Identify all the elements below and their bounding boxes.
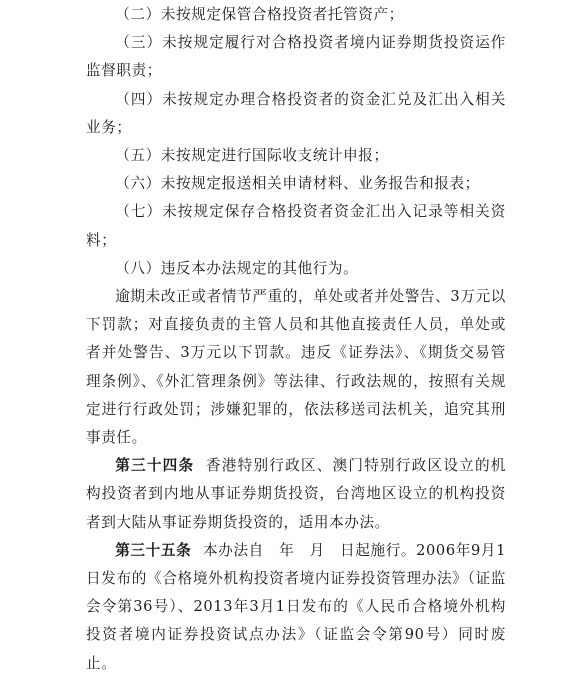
article-34-label: 第三十四条 <box>115 457 195 475</box>
article-34 <box>86 452 506 537</box>
document-page <box>86 0 506 678</box>
penalty-paragraph: 逾期未改正或者情节严重的，单处或者并处警告、3万元以下罚款；对直接负责的主管人员和其他直接责任人员，单处或者并处警告、3万元以下罚款。违反《证券法》、《期货交易管理条例》、《外汇管理条例》等法律、行政法规的，按照有关规定进行行政处罚；涉嫌犯罪的，依法移送司法机关，追究其刑事责任。 <box>86 288 506 447</box>
list-item-7: （七）未按规定保存合格投资者资金汇出入记录等相关资料； <box>86 203 506 249</box>
article-35-text: 本办法自 年 月 日起施行。2006年9月1日发布的《合格境外机构投资者境内证券投资管理办法》（证监会令第36号）、2013年3月1日发布的《人民币合格境外机构投资者境内证券投资试点办法》（证监会令第90号）同时废止。 <box>86 541 506 672</box>
list-item-8: （八）违反本办法规定的其他行为。 <box>115 259 359 277</box>
list-item-2: （二）未按规定保管合格投资者托管资产； <box>115 6 404 23</box>
article-35 <box>86 537 506 678</box>
list-item-4: （四）未按规定办理合格投资者的资金汇兑及汇出入相关业务； <box>86 90 506 136</box>
article-35-label: 第三十五条 <box>115 541 192 559</box>
list-item-6: （六）未按规定报送相关申请材料、业务报告和报表； <box>115 175 480 193</box>
article-34-text: 香港特别行政区、澳门特别行政区设立的机构投资者到内地从事证券期货投资，台湾地区设立的机构投资者到大陆从事证券期货投资的，适用本办法。 <box>86 457 506 531</box>
list-item-5: （五）未按规定进行国际收支统计申报； <box>115 147 389 165</box>
list-item-3: （三）未按规定履行对合格投资者境内证券期货投资运作监督职责； <box>86 34 506 80</box>
